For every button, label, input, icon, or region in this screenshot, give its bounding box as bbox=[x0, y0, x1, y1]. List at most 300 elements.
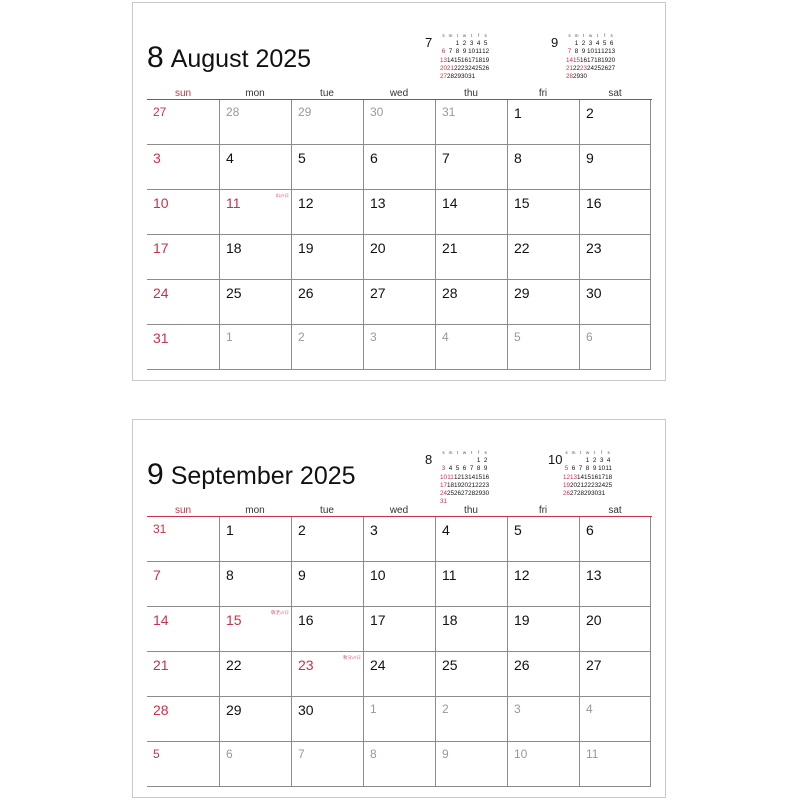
holiday-label: 秋分の日 bbox=[343, 655, 361, 660]
day-cell bbox=[507, 652, 579, 697]
mini-weekday: f bbox=[603, 33, 606, 38]
day-cell bbox=[363, 145, 435, 190]
day-number: 6 bbox=[370, 150, 378, 166]
mini-day: 17 bbox=[468, 56, 476, 64]
mini-day: 5 bbox=[602, 40, 607, 48]
month-grid bbox=[147, 100, 652, 370]
mini-day: 19 bbox=[454, 481, 462, 489]
day-cell bbox=[363, 325, 435, 370]
day-cell bbox=[435, 517, 507, 562]
mini-day: 16 bbox=[580, 56, 588, 64]
mini-day: 13 bbox=[461, 473, 469, 481]
mini-day: 24 bbox=[468, 64, 476, 72]
weekday-label-sun: sun bbox=[174, 505, 192, 516]
mini-day: 14 bbox=[566, 56, 574, 64]
day-number: 22 bbox=[514, 240, 530, 256]
mini-day: 20 bbox=[570, 481, 578, 489]
weekday-header bbox=[147, 88, 652, 100]
mini-day: 31 bbox=[598, 490, 606, 498]
mini-day: 6 bbox=[609, 40, 614, 48]
month-title bbox=[147, 458, 356, 492]
day-cell bbox=[291, 742, 363, 787]
mini-day bbox=[566, 40, 573, 48]
mini-day: 19 bbox=[563, 481, 571, 489]
day-cell bbox=[147, 607, 219, 652]
mini-day: 13 bbox=[570, 473, 578, 481]
day-number: 3 bbox=[370, 522, 378, 538]
mini-day: 21 bbox=[447, 64, 455, 72]
day-cell bbox=[291, 562, 363, 607]
mini-day: 12 bbox=[482, 48, 490, 56]
day-number: 12 bbox=[298, 195, 314, 211]
mini-day: 3 bbox=[588, 40, 593, 48]
weekday-label-tue: tue bbox=[320, 88, 334, 99]
mini-day: 11 bbox=[475, 48, 482, 56]
day-number: 12 bbox=[514, 567, 530, 583]
mini-day: 15 bbox=[475, 473, 483, 481]
mini-day: 5 bbox=[564, 465, 569, 473]
day-number: 13 bbox=[586, 567, 602, 583]
mini-weekday: m bbox=[571, 450, 576, 455]
mini-day: 20 bbox=[461, 481, 469, 489]
day-number: 20 bbox=[586, 612, 602, 628]
day-number: 4 bbox=[226, 150, 234, 166]
day-number: 11 bbox=[442, 567, 457, 583]
mini-day: 7 bbox=[469, 465, 474, 473]
mini-day: 14 bbox=[468, 473, 476, 481]
day-number: 10 bbox=[514, 747, 528, 761]
mini-day: 30 bbox=[461, 73, 469, 81]
day-number: 25 bbox=[226, 285, 242, 301]
mini-weekday: f bbox=[477, 33, 480, 38]
day-number: 31 bbox=[442, 105, 456, 119]
weekday-label-mon: mon bbox=[245, 505, 265, 516]
day-cell bbox=[435, 325, 507, 370]
mini-weekday: w bbox=[585, 450, 590, 455]
mini-day: 30 bbox=[580, 73, 588, 81]
day-number: 8 bbox=[514, 150, 522, 166]
day-number: 3 bbox=[370, 330, 377, 344]
day-cell bbox=[147, 325, 219, 370]
mini-day: 10 bbox=[440, 473, 448, 481]
month-title bbox=[147, 41, 311, 75]
day-cell bbox=[147, 517, 219, 562]
weekday-label-sat: sat bbox=[608, 505, 622, 516]
day-cell bbox=[219, 517, 291, 562]
month-number: 9 bbox=[147, 458, 164, 491]
mini-day: 10 bbox=[587, 48, 595, 56]
mini-day: 22 bbox=[573, 64, 581, 72]
mini-day: 4 bbox=[595, 40, 600, 48]
mini-day: 10 bbox=[468, 48, 476, 56]
day-number: 19 bbox=[298, 240, 314, 256]
day-cell bbox=[579, 100, 651, 145]
mini-weekday: s bbox=[568, 33, 571, 38]
day-cell bbox=[219, 190, 291, 235]
day-cell bbox=[363, 190, 435, 235]
mini-day: 27 bbox=[608, 64, 616, 72]
day-number: 5 bbox=[298, 150, 306, 166]
mini-weekday: m bbox=[448, 33, 453, 38]
day-cell bbox=[147, 742, 219, 787]
day-cell bbox=[219, 145, 291, 190]
day-number: 5 bbox=[514, 330, 521, 344]
mini-day: 9 bbox=[592, 465, 597, 473]
day-cell bbox=[291, 100, 363, 145]
mini-day: 27 bbox=[461, 490, 469, 498]
mini-day bbox=[605, 490, 612, 498]
mini-day: 20 bbox=[608, 56, 616, 64]
day-number: 27 bbox=[153, 105, 167, 119]
mini-day: 3 bbox=[441, 465, 446, 473]
day-cell bbox=[291, 145, 363, 190]
mini-day: 12 bbox=[563, 473, 571, 481]
day-cell bbox=[435, 607, 507, 652]
day-cell bbox=[219, 280, 291, 325]
day-cell bbox=[363, 652, 435, 697]
mini-day: 2 bbox=[581, 40, 586, 48]
weekday-label-tue: tue bbox=[320, 505, 334, 516]
day-cell bbox=[363, 742, 435, 787]
day-cell bbox=[507, 742, 579, 787]
day-number: 20 bbox=[370, 240, 386, 256]
mini-day bbox=[475, 73, 482, 81]
mini-day: 26 bbox=[482, 64, 490, 72]
day-number: 23 bbox=[298, 657, 314, 673]
day-cell bbox=[219, 742, 291, 787]
mini-day: 7 bbox=[567, 48, 572, 56]
mini-day: 17 bbox=[598, 473, 606, 481]
month-grid bbox=[147, 517, 652, 787]
day-number: 27 bbox=[370, 285, 386, 301]
day-cell bbox=[579, 742, 651, 787]
day-number: 30 bbox=[586, 285, 602, 301]
day-number: 10 bbox=[370, 567, 386, 583]
day-number: 1 bbox=[514, 105, 522, 121]
day-number: 14 bbox=[442, 195, 458, 211]
day-number: 31 bbox=[153, 522, 167, 536]
day-cell bbox=[363, 562, 435, 607]
day-number: 2 bbox=[298, 522, 306, 538]
mini-day: 19 bbox=[601, 56, 609, 64]
mini-month-table bbox=[563, 449, 612, 498]
mini-weekday: s bbox=[610, 33, 613, 38]
day-cell bbox=[507, 697, 579, 742]
day-number: 6 bbox=[586, 330, 593, 344]
day-number: 22 bbox=[226, 657, 242, 673]
mini-day: 6 bbox=[441, 48, 446, 56]
mini-day: 12 bbox=[601, 48, 609, 56]
calendar-page-august bbox=[132, 2, 666, 381]
mini-day: 11 bbox=[605, 465, 612, 473]
day-cell bbox=[291, 652, 363, 697]
mini-day: 28 bbox=[577, 490, 585, 498]
day-cell bbox=[363, 100, 435, 145]
mini-weekday: f bbox=[600, 450, 603, 455]
day-number: 9 bbox=[298, 567, 306, 583]
day-cell bbox=[435, 235, 507, 280]
day-number: 11 bbox=[586, 747, 599, 761]
mini-day: 22 bbox=[475, 481, 483, 489]
day-number: 2 bbox=[586, 105, 594, 121]
mini-day bbox=[447, 40, 454, 48]
mini-day: 26 bbox=[601, 64, 609, 72]
mini-weekday: s bbox=[484, 450, 487, 455]
day-number: 1 bbox=[226, 330, 233, 344]
mini-day: 29 bbox=[573, 73, 581, 81]
mini-day: 15 bbox=[584, 473, 592, 481]
day-cell bbox=[579, 325, 651, 370]
mini-day: 23 bbox=[591, 481, 599, 489]
mini-day: 24 bbox=[598, 481, 606, 489]
mini-day: 1 bbox=[574, 40, 579, 48]
day-number: 14 bbox=[153, 612, 169, 628]
mini-day: 9 bbox=[581, 48, 586, 56]
day-cell bbox=[435, 697, 507, 742]
mini-day: 3 bbox=[599, 457, 604, 465]
mini-day: 31 bbox=[440, 498, 448, 506]
day-cell bbox=[435, 100, 507, 145]
day-cell bbox=[219, 100, 291, 145]
mini-day bbox=[570, 457, 577, 465]
mini-weekday: s bbox=[442, 33, 445, 38]
mini-day: 29 bbox=[584, 490, 592, 498]
mini-day: 28 bbox=[447, 73, 455, 81]
mini-weekday: m bbox=[574, 33, 579, 38]
mini-day: 22 bbox=[584, 481, 592, 489]
mini-day: 2 bbox=[483, 457, 488, 465]
mini-day: 29 bbox=[475, 490, 483, 498]
day-cell bbox=[219, 325, 291, 370]
mini-day: 1 bbox=[585, 457, 590, 465]
day-cell bbox=[579, 280, 651, 325]
mini-weekday: w bbox=[588, 33, 593, 38]
day-cell bbox=[219, 607, 291, 652]
day-number: 9 bbox=[442, 747, 449, 761]
day-number: 1 bbox=[370, 702, 377, 716]
day-cell bbox=[291, 517, 363, 562]
mini-day bbox=[447, 457, 454, 465]
mini-day: 25 bbox=[594, 64, 602, 72]
mini-day: 27 bbox=[440, 73, 448, 81]
mini-day: 25 bbox=[475, 64, 483, 72]
day-cell bbox=[291, 280, 363, 325]
day-number: 24 bbox=[153, 285, 169, 301]
day-cell bbox=[579, 190, 651, 235]
day-number: 28 bbox=[153, 702, 169, 718]
day-number: 29 bbox=[514, 285, 530, 301]
day-number: 15 bbox=[226, 612, 242, 628]
mini-day: 23 bbox=[461, 64, 469, 72]
day-cell bbox=[291, 325, 363, 370]
mini-day: 21 bbox=[566, 64, 574, 72]
day-cell bbox=[435, 652, 507, 697]
mini-day bbox=[440, 457, 447, 465]
day-number: 10 bbox=[153, 195, 169, 211]
mini-weekday: t bbox=[582, 33, 585, 38]
day-cell bbox=[291, 190, 363, 235]
day-cell bbox=[147, 562, 219, 607]
day-cell bbox=[435, 145, 507, 190]
mini-weekday: s bbox=[484, 33, 487, 38]
day-number: 27 bbox=[586, 657, 602, 673]
mini-weekday: t bbox=[579, 450, 582, 455]
mini-day: 16 bbox=[591, 473, 599, 481]
day-cell bbox=[507, 325, 579, 370]
day-cell bbox=[579, 607, 651, 652]
mini-day: 4 bbox=[476, 40, 481, 48]
day-cell bbox=[507, 190, 579, 235]
day-number: 16 bbox=[298, 612, 314, 628]
mini-day bbox=[601, 73, 608, 81]
day-cell bbox=[507, 607, 579, 652]
mini-month-table bbox=[440, 32, 489, 81]
day-number: 11 bbox=[226, 195, 241, 211]
mini-day: 9 bbox=[483, 465, 488, 473]
day-cell bbox=[579, 517, 651, 562]
mini-day: 30 bbox=[591, 490, 599, 498]
mini-day: 5 bbox=[483, 40, 488, 48]
day-cell bbox=[147, 652, 219, 697]
mini-day: 18 bbox=[594, 56, 602, 64]
mini-day: 6 bbox=[462, 465, 467, 473]
day-number: 17 bbox=[153, 240, 169, 256]
mini-day: 4 bbox=[606, 457, 611, 465]
mini-day: 17 bbox=[440, 481, 448, 489]
mini-day: 26 bbox=[454, 490, 462, 498]
day-number: 18 bbox=[442, 612, 458, 628]
day-number: 21 bbox=[442, 240, 458, 256]
day-number: 25 bbox=[442, 657, 458, 673]
calendar-page-september bbox=[132, 419, 666, 798]
mini-day: 15 bbox=[573, 56, 581, 64]
mini-day: 12 bbox=[454, 473, 462, 481]
day-cell bbox=[219, 697, 291, 742]
mini-day: 23 bbox=[482, 481, 490, 489]
day-number: 7 bbox=[442, 150, 450, 166]
day-cell bbox=[435, 562, 507, 607]
mini-day: 8 bbox=[476, 465, 481, 473]
mini-weekday: t bbox=[596, 33, 599, 38]
mini-day bbox=[440, 40, 447, 48]
day-number: 13 bbox=[370, 195, 386, 211]
day-cell bbox=[507, 280, 579, 325]
day-number: 8 bbox=[370, 747, 377, 761]
day-number: 5 bbox=[153, 747, 160, 761]
day-number: 2 bbox=[442, 702, 449, 716]
weekday-label-mon: mon bbox=[245, 88, 265, 99]
day-number: 4 bbox=[586, 702, 593, 716]
mini-day bbox=[454, 457, 461, 465]
weekday-header bbox=[147, 505, 652, 517]
mini-month-table bbox=[566, 32, 615, 81]
day-cell bbox=[435, 190, 507, 235]
day-number: 19 bbox=[514, 612, 530, 628]
mini-day: 1 bbox=[476, 457, 481, 465]
day-number: 21 bbox=[153, 657, 169, 673]
day-cell bbox=[579, 235, 651, 280]
holiday-label: 山の日 bbox=[275, 193, 289, 198]
mini-day: 14 bbox=[577, 473, 585, 481]
mini-weekday: w bbox=[462, 450, 467, 455]
weekday-label-thu: thu bbox=[464, 505, 478, 516]
day-cell bbox=[291, 697, 363, 742]
day-number: 26 bbox=[514, 657, 530, 673]
day-cell bbox=[507, 235, 579, 280]
mini-day: 28 bbox=[468, 490, 476, 498]
mini-weekday: s bbox=[607, 450, 610, 455]
weekday-label-wed: wed bbox=[389, 505, 409, 516]
mini-weekday: f bbox=[477, 450, 480, 455]
day-number: 15 bbox=[514, 195, 530, 211]
mini-day: 18 bbox=[447, 481, 455, 489]
mini-day: 18 bbox=[605, 473, 613, 481]
day-number: 7 bbox=[153, 567, 161, 583]
mini-day: 15 bbox=[454, 56, 462, 64]
day-number: 28 bbox=[442, 285, 458, 301]
weekday-label-thu: thu bbox=[464, 88, 478, 99]
day-cell bbox=[219, 562, 291, 607]
day-cell bbox=[219, 235, 291, 280]
day-cell bbox=[147, 190, 219, 235]
day-number: 7 bbox=[298, 747, 305, 761]
mini-weekday: t bbox=[470, 33, 473, 38]
day-number: 6 bbox=[226, 747, 233, 761]
weekday-label-sun: sun bbox=[174, 88, 192, 99]
day-cell bbox=[147, 100, 219, 145]
day-cell bbox=[219, 652, 291, 697]
mini-day: 4 bbox=[448, 465, 453, 473]
day-number: 6 bbox=[586, 522, 594, 538]
mini-day: 30 bbox=[482, 490, 490, 498]
mini-day bbox=[482, 73, 489, 81]
day-cell bbox=[363, 607, 435, 652]
mini-day: 7 bbox=[578, 465, 583, 473]
day-number: 23 bbox=[586, 240, 602, 256]
mini-month-table bbox=[440, 449, 489, 506]
weekday-label-fri: fri bbox=[538, 505, 548, 516]
mini-day: 21 bbox=[468, 481, 476, 489]
day-cell bbox=[435, 742, 507, 787]
mini-day: 5 bbox=[455, 465, 460, 473]
mini-day: 31 bbox=[468, 73, 476, 81]
mini-day bbox=[608, 73, 615, 81]
day-cell bbox=[579, 562, 651, 607]
mini-weekday: m bbox=[448, 450, 453, 455]
day-cell bbox=[579, 652, 651, 697]
mini-day: 6 bbox=[571, 465, 576, 473]
weekday-label-sat: sat bbox=[608, 88, 622, 99]
mini-weekday: w bbox=[462, 33, 467, 38]
mini-weekday: t bbox=[456, 450, 459, 455]
day-cell bbox=[507, 100, 579, 145]
mini-day: 26 bbox=[563, 490, 571, 498]
mini-day: 29 bbox=[454, 73, 462, 81]
month-number: 8 bbox=[147, 41, 164, 74]
mini-day: 19 bbox=[482, 56, 490, 64]
mini-day bbox=[563, 457, 570, 465]
day-number: 16 bbox=[586, 195, 602, 211]
day-number: 2 bbox=[298, 330, 305, 344]
day-cell bbox=[507, 562, 579, 607]
day-cell bbox=[435, 280, 507, 325]
day-cell bbox=[363, 517, 435, 562]
mini-weekday: s bbox=[442, 450, 445, 455]
day-cell bbox=[291, 235, 363, 280]
weekday-label-fri: fri bbox=[538, 88, 548, 99]
mini-day: 24 bbox=[440, 490, 448, 498]
day-number: 28 bbox=[226, 105, 240, 119]
